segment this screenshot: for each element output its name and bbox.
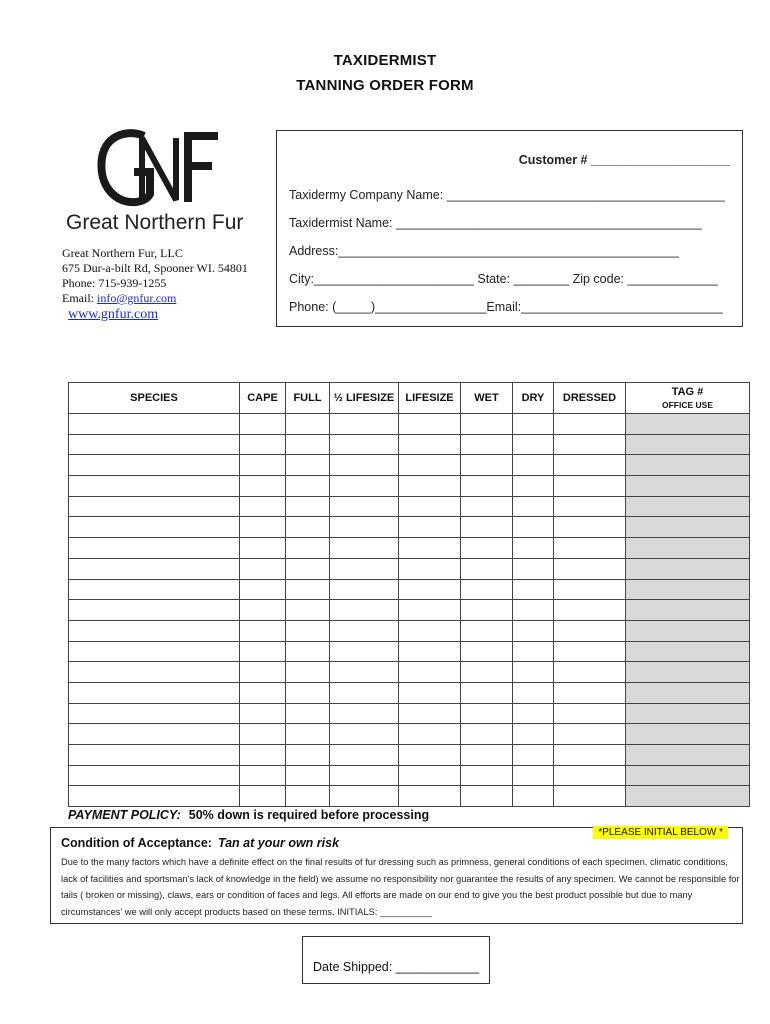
table-cell[interactable] [286, 786, 330, 807]
table-cell[interactable] [399, 703, 461, 724]
table-cell[interactable] [399, 517, 461, 538]
table-cell[interactable] [69, 745, 240, 766]
table-cell[interactable] [461, 662, 513, 683]
table-cell[interactable] [330, 476, 399, 497]
table-row [69, 600, 750, 621]
table-cell[interactable] [461, 745, 513, 766]
table-cell[interactable] [399, 558, 461, 579]
header-lifesize: LIFESIZE [399, 383, 461, 414]
table-cell[interactable] [513, 496, 554, 517]
table-cell-office-use [626, 703, 750, 724]
table-cell[interactable] [330, 786, 399, 807]
table-cell[interactable] [554, 517, 626, 538]
table-cell[interactable] [330, 703, 399, 724]
table-cell[interactable] [554, 600, 626, 621]
table-cell[interactable] [554, 538, 626, 559]
table-cell[interactable] [240, 662, 286, 683]
table-cell[interactable] [554, 496, 626, 517]
gnf-logo-mark [92, 128, 222, 208]
payment-policy [68, 808, 429, 822]
table-cell[interactable] [240, 620, 286, 641]
table-cell[interactable] [69, 517, 240, 538]
table-cell[interactable] [286, 662, 330, 683]
table-row [69, 558, 750, 579]
table-cell[interactable] [554, 414, 626, 435]
table-cell[interactable] [330, 641, 399, 662]
table-cell[interactable] [461, 455, 513, 476]
company-logo [64, 128, 264, 238]
table-cell[interactable] [461, 538, 513, 559]
table-cell[interactable] [330, 558, 399, 579]
table-cell[interactable] [69, 786, 240, 807]
table-cell[interactable] [554, 579, 626, 600]
table-row [69, 620, 750, 641]
table-cell[interactable] [69, 496, 240, 517]
table-cell-office-use [626, 682, 750, 703]
form-title-line1: TAXIDERMIST [333, 52, 437, 69]
table-cell[interactable] [554, 786, 626, 807]
table-row [69, 496, 750, 517]
table-cell[interactable] [399, 414, 461, 435]
table-row [69, 641, 750, 662]
form-title-line2: TANNING ORDER FORM [296, 77, 474, 94]
table-cell-office-use [626, 517, 750, 538]
table-cell[interactable] [554, 703, 626, 724]
table-cell[interactable] [513, 662, 554, 683]
table-cell[interactable] [399, 620, 461, 641]
company-contact-info [62, 246, 248, 306]
table-cell[interactable] [399, 600, 461, 621]
date-shipped-box [302, 936, 490, 984]
table-cell[interactable] [330, 434, 399, 455]
table-row [69, 538, 750, 559]
table-row [69, 476, 750, 497]
table-row [69, 414, 750, 435]
table-cell[interactable] [513, 765, 554, 786]
header-species: SPECIES [69, 383, 240, 414]
table-cell[interactable] [461, 620, 513, 641]
table-cell[interactable] [554, 476, 626, 497]
table-cell[interactable] [240, 641, 286, 662]
header-tag [626, 383, 750, 414]
table-cell[interactable] [330, 724, 399, 745]
table-cell[interactable] [513, 434, 554, 455]
table-cell[interactable] [69, 724, 240, 745]
table-cell[interactable] [513, 682, 554, 703]
table-cell[interactable] [69, 703, 240, 724]
header-dry: DRY [513, 383, 554, 414]
table-cell[interactable] [513, 579, 554, 600]
table-cell[interactable] [513, 600, 554, 621]
table-cell[interactable] [399, 641, 461, 662]
table-cell[interactable] [69, 476, 240, 497]
email-label: Email: [62, 291, 97, 305]
table-row [69, 517, 750, 538]
table-cell-office-use [626, 641, 750, 662]
table-cell[interactable] [461, 724, 513, 745]
table-cell-office-use [626, 579, 750, 600]
company-phone: Phone: 715-939-1255 [62, 276, 167, 290]
table-cell[interactable] [513, 724, 554, 745]
table-cell[interactable] [554, 620, 626, 641]
taxidermist-name-field[interactable]: Taxidermist Name: ____________________________________________ [289, 216, 702, 230]
table-cell-office-use [626, 620, 750, 641]
table-cell-office-use [626, 600, 750, 621]
table-cell[interactable] [286, 455, 330, 476]
table-cell-office-use [626, 538, 750, 559]
table-cell[interactable] [461, 476, 513, 497]
table-cell[interactable] [554, 455, 626, 476]
table-cell[interactable] [399, 765, 461, 786]
table-cell[interactable] [330, 662, 399, 683]
date-shipped-field[interactable]: Date Shipped: ____________ [313, 960, 480, 974]
condition-of-acceptance-box [50, 827, 743, 924]
table-cell[interactable] [461, 765, 513, 786]
company-address: 675 Dur-a-bilt Rd, Spooner WI. 54801 [62, 261, 248, 275]
table-row [69, 765, 750, 786]
table-cell[interactable] [461, 641, 513, 662]
table-cell[interactable] [399, 455, 461, 476]
table-cell[interactable] [286, 703, 330, 724]
table-cell[interactable] [240, 538, 286, 559]
table-cell[interactable] [399, 538, 461, 559]
table-cell[interactable] [330, 455, 399, 476]
table-cell[interactable] [399, 434, 461, 455]
condition-risk-text: Tan at your own risk [217, 836, 340, 850]
table-cell[interactable] [399, 579, 461, 600]
table-row [69, 662, 750, 683]
header-tag-office-use: OFFICE USE [661, 400, 713, 410]
table-cell[interactable] [554, 434, 626, 455]
table-cell[interactable] [240, 786, 286, 807]
table-cell[interactable] [399, 724, 461, 745]
table-cell[interactable] [330, 579, 399, 600]
table-cell[interactable] [461, 517, 513, 538]
table-row [69, 579, 750, 600]
table-cell[interactable] [513, 703, 554, 724]
header-full: FULL [286, 383, 330, 414]
table-cell[interactable] [461, 786, 513, 807]
table-cell[interactable] [286, 558, 330, 579]
table-cell[interactable] [513, 455, 554, 476]
table-header-row [69, 383, 750, 414]
table-cell[interactable] [69, 662, 240, 683]
header-wet: WET [461, 383, 513, 414]
condition-heading [61, 836, 339, 850]
table-cell[interactable] [69, 414, 240, 435]
table-cell-office-use [626, 765, 750, 786]
table-cell[interactable] [69, 620, 240, 641]
table-cell[interactable] [461, 600, 513, 621]
table-cell[interactable] [69, 538, 240, 559]
logo-company-name: Great Northern Fur [66, 211, 244, 234]
table-cell[interactable] [554, 724, 626, 745]
table-cell[interactable] [399, 786, 461, 807]
phone-email-field[interactable]: Phone: (_____)________________Email:_____________________________ [289, 300, 723, 314]
table-cell[interactable] [330, 682, 399, 703]
table-cell[interactable] [69, 558, 240, 579]
table-cell[interactable] [286, 682, 330, 703]
table-cell-office-use [626, 662, 750, 683]
initial-below-badge: *PLEASE INITIAL BELOW * [593, 826, 728, 839]
table-cell[interactable] [240, 765, 286, 786]
header-tag-label: TAG # [671, 386, 704, 398]
table-cell[interactable] [240, 517, 286, 538]
table-cell[interactable] [513, 538, 554, 559]
table-cell[interactable] [513, 786, 554, 807]
table-cell[interactable] [399, 745, 461, 766]
payment-policy-text: 50% down is required before processing [188, 808, 430, 822]
table-row [69, 703, 750, 724]
table-cell[interactable] [554, 765, 626, 786]
table-cell[interactable] [240, 455, 286, 476]
table-cell[interactable] [461, 496, 513, 517]
table-cell[interactable] [513, 620, 554, 641]
customer-info-box [276, 130, 743, 327]
company-email-line [62, 291, 248, 306]
table-cell[interactable] [286, 414, 330, 435]
table-cell[interactable] [461, 434, 513, 455]
table-cell[interactable] [286, 641, 330, 662]
table-cell[interactable] [330, 517, 399, 538]
table-cell[interactable] [513, 745, 554, 766]
table-cell[interactable] [69, 765, 240, 786]
payment-policy-label: PAYMENT POLICY: [68, 808, 181, 822]
table-cell[interactable] [286, 600, 330, 621]
table-cell[interactable] [461, 579, 513, 600]
table-cell[interactable] [69, 600, 240, 621]
header-cape: CAPE [240, 383, 286, 414]
table-cell[interactable] [399, 496, 461, 517]
species-order-table [68, 382, 750, 807]
table-cell[interactable] [286, 538, 330, 559]
table-cell[interactable] [69, 641, 240, 662]
table-row [69, 745, 750, 766]
taxidermy-company-name-field[interactable]: Taxidermy Company Name: ________________________________________ [289, 188, 725, 202]
table-cell[interactable] [240, 496, 286, 517]
condition-heading-label: Condition of Acceptance: [61, 836, 212, 850]
table-cell-office-use [626, 414, 750, 435]
table-cell[interactable] [286, 620, 330, 641]
table-cell[interactable] [240, 724, 286, 745]
table-cell[interactable] [399, 476, 461, 497]
table-cell[interactable] [513, 641, 554, 662]
table-cell[interactable] [399, 662, 461, 683]
table-row [69, 724, 750, 745]
condition-body-text: Due to the many factors which have a definite effect on the final results of fur dressing such as primness, general conditions of each specimen, climatic conditions, lack of facilities and sportsman's lack of knowledge in the field) we assume no responsibility nor guarantee the results of any specimen. We cannot be responsible for tails ( broken or missing), claws, ears or condition of faces and legs. All efforts are made on our end to give you the best product possible but due to many circumstances' we will only accept products based on these terms. INITIALS: __________ [61, 857, 740, 917]
table-cell[interactable] [286, 476, 330, 497]
table-cell[interactable] [399, 682, 461, 703]
table-cell-office-use [626, 745, 750, 766]
table-cell[interactable] [69, 455, 240, 476]
table-cell[interactable] [240, 703, 286, 724]
table-body [69, 414, 750, 807]
table-cell[interactable] [240, 682, 286, 703]
table-cell[interactable] [240, 414, 286, 435]
table-cell-office-use [626, 724, 750, 745]
table-cell-office-use [626, 434, 750, 455]
table-cell[interactable] [240, 558, 286, 579]
table-cell[interactable] [513, 476, 554, 497]
table-cell[interactable] [554, 662, 626, 683]
company-name: Great Northern Fur, LLC [62, 246, 183, 260]
table-cell[interactable] [330, 765, 399, 786]
table-cell[interactable] [554, 745, 626, 766]
table-row [69, 434, 750, 455]
table-cell[interactable] [461, 703, 513, 724]
city-state-zip-field[interactable]: City:_______________________ State: ________ Zip code: _____________ [289, 272, 718, 286]
table-cell[interactable] [513, 558, 554, 579]
table-cell[interactable] [240, 476, 286, 497]
address-field[interactable]: Address:_________________________________________________ [289, 244, 679, 258]
table-cell[interactable] [330, 600, 399, 621]
table-cell-office-use [626, 786, 750, 807]
table-cell[interactable] [330, 745, 399, 766]
table-cell-office-use [626, 455, 750, 476]
table-cell[interactable] [240, 745, 286, 766]
customer-number-field[interactable]: Customer # ____________________ [518, 153, 730, 167]
table-cell[interactable] [554, 558, 626, 579]
table-row [69, 786, 750, 807]
table-cell[interactable] [554, 641, 626, 662]
table-cell[interactable] [286, 434, 330, 455]
table-cell[interactable] [69, 434, 240, 455]
table-cell[interactable] [286, 745, 330, 766]
table-cell[interactable] [513, 517, 554, 538]
email-link[interactable]: info@gnfur.com [97, 291, 177, 305]
table-cell[interactable] [461, 682, 513, 703]
table-cell[interactable] [286, 765, 330, 786]
table-cell[interactable] [69, 579, 240, 600]
table-cell[interactable] [286, 579, 330, 600]
table-cell[interactable] [240, 600, 286, 621]
table-cell-office-use [626, 558, 750, 579]
table-cell[interactable] [461, 414, 513, 435]
table-row [69, 682, 750, 703]
table-cell[interactable] [330, 620, 399, 641]
table-cell[interactable] [330, 414, 399, 435]
table-cell[interactable] [513, 414, 554, 435]
table-cell[interactable] [286, 496, 330, 517]
table-cell[interactable] [461, 558, 513, 579]
table-cell[interactable] [330, 538, 399, 559]
table-cell[interactable] [240, 579, 286, 600]
table-cell[interactable] [554, 682, 626, 703]
table-row [69, 455, 750, 476]
table-cell-office-use [626, 496, 750, 517]
table-cell-office-use [626, 476, 750, 497]
table-cell[interactable] [286, 724, 330, 745]
header-half-lifesize: ½ LIFESIZE [330, 383, 399, 414]
table-cell[interactable] [69, 682, 240, 703]
table-cell[interactable] [330, 496, 399, 517]
table-cell[interactable] [286, 517, 330, 538]
table-cell[interactable] [240, 434, 286, 455]
header-dressed: DRESSED [554, 383, 626, 414]
website-link[interactable]: www.gnfur.com [68, 307, 159, 322]
